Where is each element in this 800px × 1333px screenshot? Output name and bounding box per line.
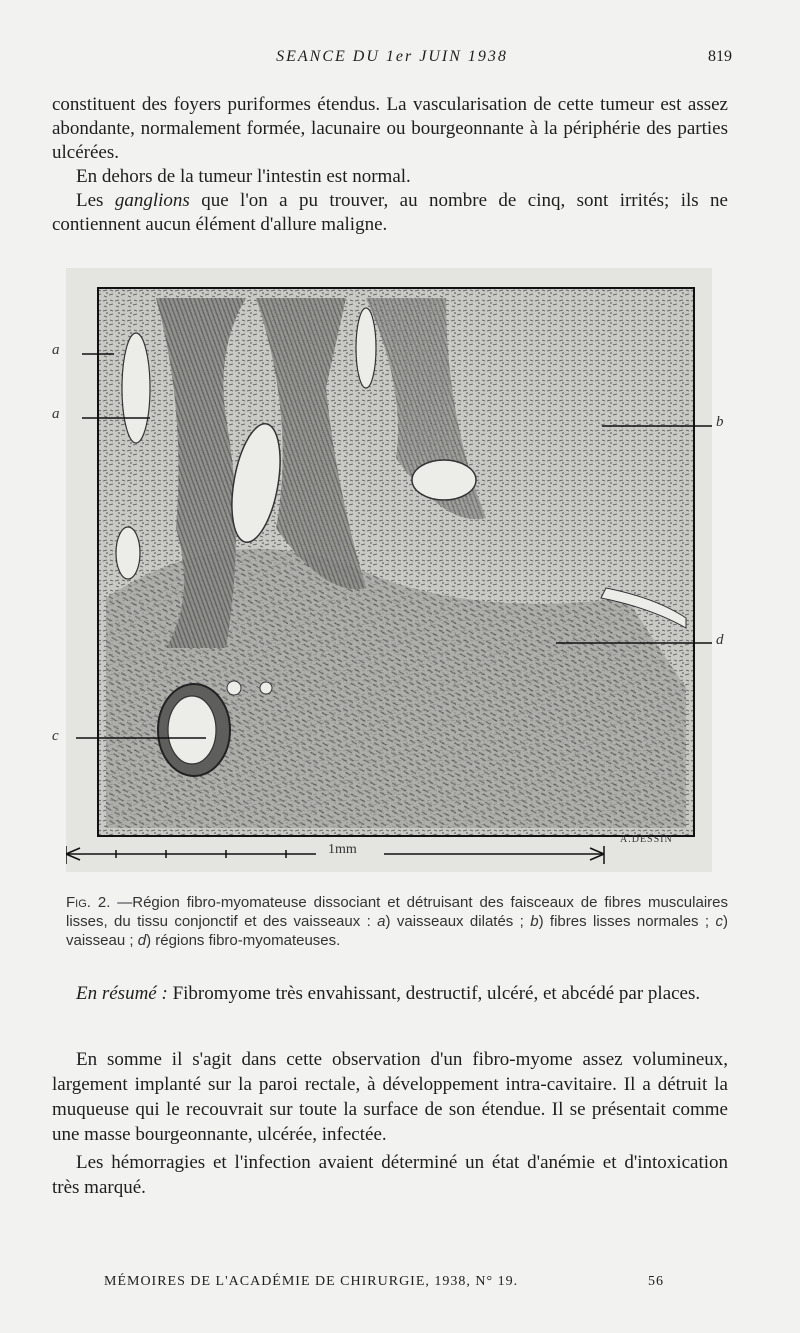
caption-text: ) vaisseau ; bbox=[66, 913, 728, 949]
summary-paragraph bbox=[52, 982, 728, 1006]
caption-key: a bbox=[377, 913, 386, 930]
summary-line bbox=[52, 982, 728, 1006]
summary-text: Fibromyome très envahissant, destructif, ulcéré, et abcédé par places. bbox=[167, 983, 701, 1004]
journal-citation: MÉMOIRES DE L'ACADÉMIE DE CHIRURGIE, 1938, N° 19. bbox=[104, 1274, 519, 1289]
paragraph-line: constituent des foyers puriformes étendus. La vascularisation de cette tumeur est assez abondante, normalement formée, lacunaire ou bourgeonnante à la périphérie des parties ulcérées. bbox=[52, 94, 728, 163]
vessel-shape bbox=[122, 333, 150, 443]
paragraph-line-ganglions bbox=[52, 189, 728, 237]
label-b-smooth-fibers: b bbox=[716, 414, 724, 430]
caption-text: ) fibres lisses normales ; bbox=[538, 913, 716, 930]
histology-figure bbox=[52, 268, 724, 872]
text-span: que l'on a pu trouver, au nombre de cinq, sont irrités; ils ne contiennent aucun élément d'allure maligne. bbox=[52, 190, 728, 235]
vessel-shape bbox=[412, 460, 476, 500]
paragraph-line: En dehors de la tumeur l'intestin est normal. bbox=[76, 166, 411, 187]
running-header bbox=[52, 48, 732, 70]
caption-text: —Région fibro-myomateuse dissociant et détruisant des faisceaux de fibres musculaires lisses, du tissu conjonctif et des vaisseaux : bbox=[66, 894, 728, 930]
summary-heading: En résumé : bbox=[76, 983, 168, 1004]
paragraph-tumor-description bbox=[52, 93, 728, 237]
label-c-vessel: c bbox=[52, 728, 59, 744]
page-number: 819 bbox=[708, 48, 732, 65]
caption-figure-number: Fig. 2. bbox=[66, 894, 111, 911]
caption-text: ) régions fibro-myomateuses. bbox=[146, 932, 341, 949]
caption-text: ) vaisseaux dilatés ; bbox=[385, 913, 531, 930]
scale-label: 1mm bbox=[328, 842, 357, 857]
caption-key: d bbox=[137, 932, 147, 949]
label-a-dilated-vessel: a bbox=[52, 342, 60, 358]
vessel-shape bbox=[168, 696, 216, 764]
italic-term: ganglions bbox=[114, 190, 190, 211]
header-title: SEANCE DU 1er JUIN 1938 bbox=[276, 48, 508, 65]
histology-illustration bbox=[66, 268, 712, 872]
figure-caption bbox=[66, 893, 728, 950]
vessel-shape bbox=[356, 308, 376, 388]
label-d-fibromyomatous-region: d bbox=[716, 632, 724, 648]
signature-number: 56 bbox=[648, 1274, 664, 1289]
label-a-dilated-vessel: a bbox=[52, 406, 60, 422]
page-footer bbox=[104, 1274, 664, 1290]
caption-key: b bbox=[530, 913, 539, 930]
paragraph-conclusion bbox=[52, 1047, 728, 1200]
paragraph-line: En somme il s'agit dans cette observation d'un fibro-myome assez volumineux, largement implanté sur la paroi rectale, à développement intra-cavitaire. Il a détruit la muqueuse qui le recouvrait sur toute la surface de son étendue. Il se présentait comme une masse bourgeonnante, ulcérée, infectée. bbox=[52, 1049, 728, 1145]
caption-key: c bbox=[715, 913, 723, 930]
artist-signature: A.DESSIN bbox=[620, 834, 673, 845]
paragraph-line: Les hémorragies et l'infection avaient déterminé un état d'anémie et d'intoxication très marqué. bbox=[52, 1152, 728, 1198]
vessel-shape bbox=[116, 527, 140, 579]
text-span: Les bbox=[76, 190, 115, 211]
